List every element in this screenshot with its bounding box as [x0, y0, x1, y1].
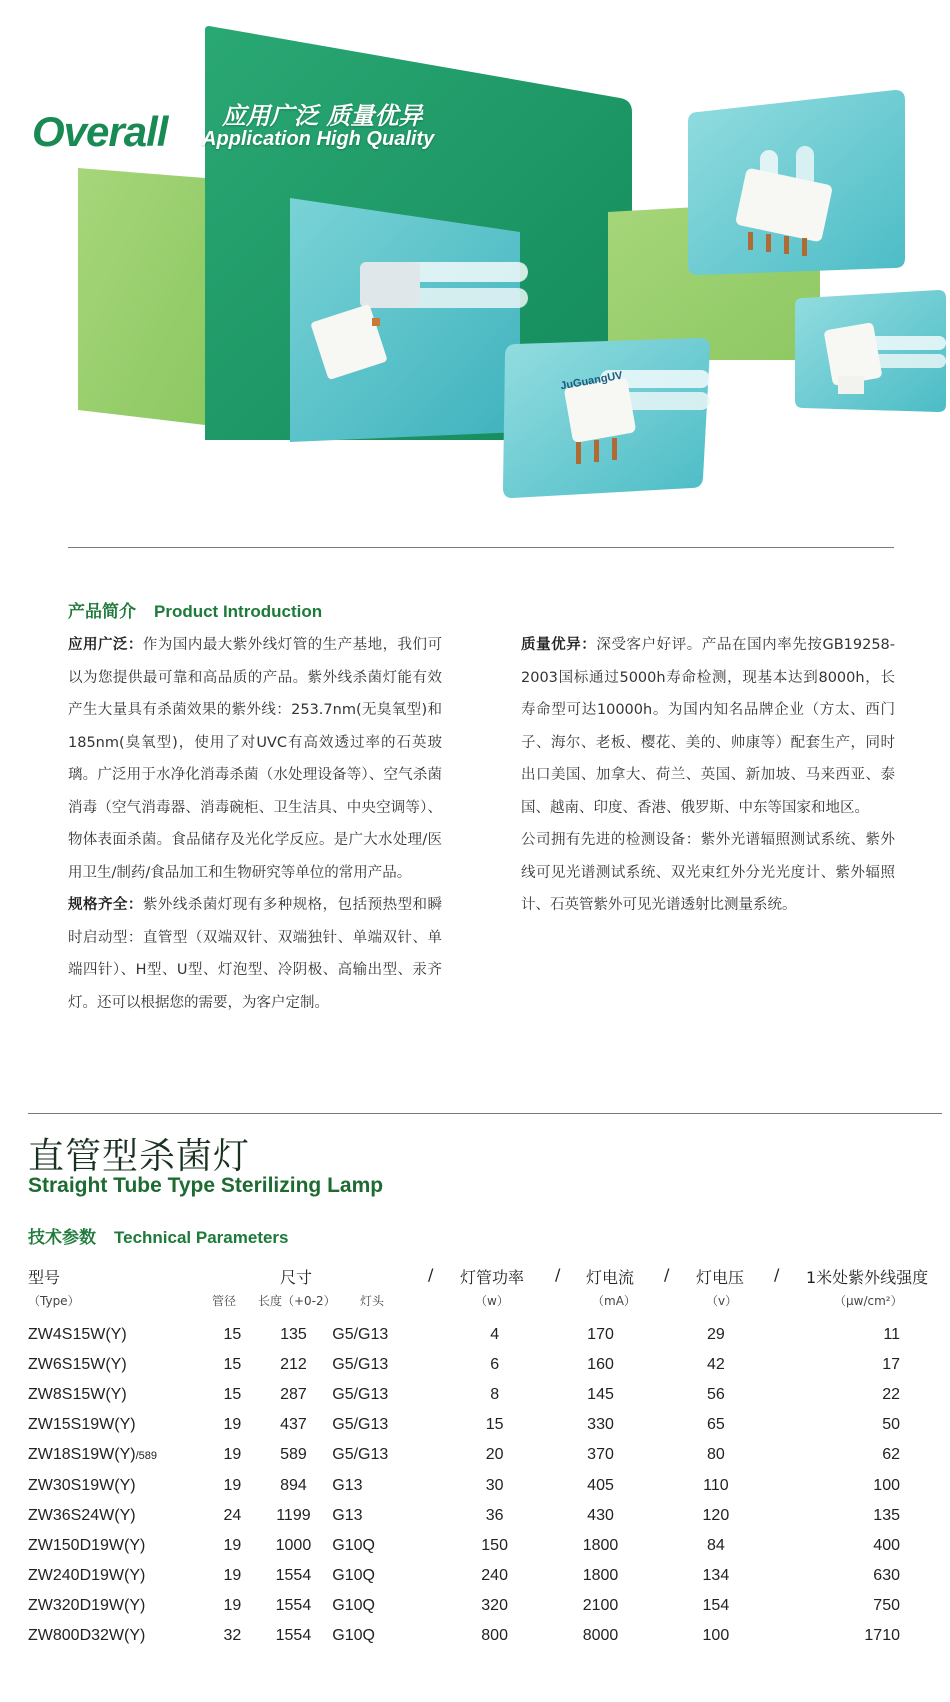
cell-model — [28, 1561, 210, 1591]
cell-power: 6 — [490, 1356, 500, 1374]
lamp-brand-label: JuGuangUV — [559, 369, 624, 393]
cell-power: 320 — [481, 1596, 508, 1614]
cell-uv: 750 — [873, 1596, 900, 1614]
cell-voltage: 42 — [706, 1356, 725, 1374]
table-row — [28, 1410, 928, 1440]
header-sep-1: / — [428, 1265, 434, 1284]
lime-panel-left — [78, 168, 205, 425]
p2-label: 规格齐全： — [68, 897, 143, 913]
cell-current: 430 — [587, 1506, 614, 1524]
cell-base: G10Q — [332, 1536, 375, 1554]
cell-uv: 17 — [882, 1356, 900, 1374]
cell-base: G10Q — [332, 1596, 375, 1614]
table-row — [28, 1531, 928, 1561]
model-text: ZW800D32W(Y) — [28, 1626, 146, 1644]
intro-column-left — [68, 629, 442, 1019]
p2-text: 紫外线杀菌灯现有多种规格，包括预热型和瞬时启动型：直管型（双端双针、双端独针、单端双针、单端四针）、H型、U型、灯泡型、冷阴极、高输出型、汞齐灯。还可以根据您的需要，为客户定制。 — [68, 897, 443, 1011]
cell-length: 1554 — [275, 1566, 312, 1584]
cell-model — [28, 1621, 210, 1651]
cell-voltage: 80 — [706, 1446, 725, 1464]
cell-model — [28, 1350, 210, 1380]
cell-power: 20 — [485, 1446, 504, 1464]
header-uv: 1米处紫外线强度 — [806, 1268, 929, 1287]
cell-model — [28, 1320, 210, 1350]
cell-base: G5/G13 — [332, 1326, 389, 1344]
cell-base: G10Q — [332, 1626, 375, 1644]
cell-base: G10Q — [332, 1566, 375, 1584]
p3-text: 深受客户好评。产品在国内率先按GB19258-2003国标通过5000h寿命检测，现基本达到8000h，长寿命型可达10000h。为国内知名品牌企业（方太、西门子、海尔、老板、樱花、美的、帅康等）配套生产，同时出口美国、加拿大、荷兰、英国、新加坡、马来西亚、泰国、越南、印度、香港、俄罗斯、中东等国家和地区。 — [521, 637, 896, 816]
cell-tube: 19 — [223, 1416, 242, 1434]
cell-base: G5/G13 — [332, 1446, 389, 1464]
header-voltage: 灯电压 — [696, 1268, 745, 1287]
model-text: ZW30S19W(Y) — [28, 1476, 136, 1494]
header-uv-unit: （μw/cm²） — [834, 1294, 903, 1308]
cell-model — [28, 1380, 210, 1410]
model-text: ZW150D19W(Y) — [28, 1536, 146, 1554]
cell-current: 170 — [587, 1326, 614, 1344]
model-text: ZW6S15W(Y) — [28, 1356, 127, 1374]
hero-background-panels — [0, 0, 950, 520]
cell-model — [28, 1410, 210, 1440]
cell-voltage: 84 — [706, 1536, 725, 1554]
p4-text: 公司拥有先进的检测设备：紫外光谱辐照测试系统、紫外线可见光谱测试系统、双光束红外分光光度计、紫外辐照计、石英管紫外可见光谱透射比测量系统。 — [521, 832, 895, 913]
cell-power: 800 — [481, 1626, 508, 1644]
cell-tube: 15 — [223, 1356, 242, 1374]
header-current: 灯电流 — [586, 1268, 635, 1287]
cell-length: 212 — [280, 1356, 307, 1374]
cell-length: 437 — [280, 1416, 307, 1434]
cell-power: 150 — [481, 1536, 508, 1554]
model-text: ZW4S15W(Y) — [28, 1326, 127, 1344]
model-text: ZW36S24W(Y) — [28, 1506, 136, 1524]
section-title-cn: 直管型杀菌灯 — [28, 1136, 251, 1177]
cell-uv: 62 — [882, 1446, 900, 1464]
cell-voltage: 29 — [706, 1326, 725, 1344]
cell-tube: 24 — [223, 1506, 242, 1524]
cell-base: G5/G13 — [332, 1386, 389, 1404]
params-heading — [28, 1223, 289, 1248]
model-text: ZW18S19W(Y) — [28, 1446, 136, 1464]
model-text: ZW15S19W(Y) — [28, 1416, 136, 1434]
header-type-en: （Type） — [28, 1294, 80, 1308]
p3-label: 质量优异： — [521, 637, 597, 653]
table-row — [28, 1380, 928, 1410]
cell-length: 589 — [280, 1446, 307, 1464]
cell-length: 1554 — [275, 1626, 312, 1644]
cell-length: 1199 — [276, 1506, 311, 1524]
cell-current: 370 — [587, 1446, 614, 1464]
cell-base: G13 — [332, 1506, 363, 1524]
model-suffix: /589 — [135, 1450, 157, 1463]
cell-voltage: 120 — [702, 1506, 730, 1524]
cell-model — [28, 1470, 210, 1500]
cell-uv: 400 — [873, 1536, 900, 1554]
slogan-en: Application High Quality — [202, 128, 435, 150]
cell-power: 8 — [490, 1386, 500, 1404]
params-heading-cn: 技术参数 — [28, 1228, 96, 1248]
header-voltage-unit: （v） — [706, 1294, 738, 1308]
cell-current: 160 — [587, 1356, 614, 1374]
section-title-en: Straight Tube Type Sterilizing Lamp — [28, 1174, 384, 1197]
cell-uv: 11 — [883, 1326, 900, 1344]
cell-current: 330 — [587, 1416, 614, 1434]
divider-top — [68, 547, 894, 548]
slogan-cn: 应用广泛 质量优异 — [222, 102, 423, 130]
table-row — [28, 1621, 928, 1651]
cell-uv: 630 — [873, 1566, 900, 1584]
model-text: ZW240D19W(Y) — [28, 1566, 146, 1584]
table-row — [28, 1320, 928, 1350]
cell-model — [28, 1440, 210, 1470]
cell-power: 36 — [485, 1506, 504, 1524]
cell-tube: 19 — [223, 1446, 242, 1464]
spec-table — [28, 1320, 928, 1651]
cell-tube: 32 — [223, 1626, 242, 1644]
cell-uv: 135 — [873, 1506, 900, 1524]
cell-voltage: 56 — [706, 1386, 725, 1404]
intro-heading-en: Product Introduction — [154, 602, 323, 621]
cell-length: 1000 — [275, 1536, 312, 1554]
intro-heading-cn: 产品简介 — [68, 602, 136, 622]
cell-current: 1800 — [582, 1536, 619, 1554]
cell-voltage: 65 — [706, 1416, 725, 1434]
model-text: ZW320D19W(Y) — [28, 1596, 146, 1614]
header-tube: 管径 — [212, 1294, 237, 1308]
cell-tube: 15 — [223, 1386, 242, 1404]
cell-tube: 19 — [223, 1476, 242, 1494]
header-length: 长度（+0-2） — [258, 1294, 336, 1308]
cell-tube: 19 — [223, 1536, 242, 1554]
params-heading-en: Technical Parameters — [114, 1228, 289, 1247]
header-sep-4: / — [774, 1265, 780, 1284]
cell-length: 287 — [280, 1386, 307, 1404]
intro-heading — [68, 597, 322, 622]
p1-label: 应用广泛： — [68, 637, 143, 653]
cell-length: 135 — [280, 1326, 307, 1344]
cell-tube: 15 — [223, 1326, 242, 1344]
intro-column-right — [521, 629, 895, 1004]
header-sep-3: / — [664, 1265, 670, 1284]
header-sep-2: / — [555, 1265, 561, 1284]
header-type: 型号 — [28, 1268, 61, 1287]
header-size: 尺寸 — [280, 1268, 313, 1287]
cell-voltage: 100 — [702, 1626, 730, 1644]
header-power-unit: （w） — [475, 1294, 509, 1308]
cell-current: 2100 — [582, 1596, 619, 1614]
cell-length: 1554 — [275, 1596, 312, 1614]
cell-current: 145 — [587, 1386, 614, 1404]
cell-model — [28, 1531, 210, 1561]
cell-base: G5/G13 — [332, 1416, 389, 1434]
cell-model — [28, 1591, 210, 1621]
cell-length: 894 — [280, 1476, 307, 1494]
cell-voltage: 154 — [702, 1596, 730, 1614]
table-row — [28, 1350, 928, 1380]
cell-power: 4 — [490, 1326, 500, 1344]
brand-overall: Overall — [32, 108, 168, 155]
header-current-unit: （mA） — [592, 1294, 636, 1308]
header-base: 灯头 — [360, 1294, 385, 1308]
table-row — [28, 1501, 928, 1531]
cell-power: 30 — [485, 1476, 504, 1494]
model-text: ZW8S15W(Y) — [28, 1386, 127, 1404]
cell-base: G13 — [332, 1476, 363, 1494]
table-row — [28, 1470, 928, 1500]
cell-voltage: 134 — [702, 1566, 730, 1584]
cell-current: 8000 — [582, 1626, 619, 1644]
table-row — [28, 1561, 928, 1591]
cell-uv: 50 — [882, 1416, 900, 1434]
cell-current: 405 — [587, 1476, 614, 1494]
cell-voltage: 110 — [703, 1476, 729, 1494]
cell-tube: 19 — [223, 1566, 242, 1584]
cell-current: 1800 — [582, 1566, 619, 1584]
table-row — [28, 1591, 928, 1621]
cell-model — [28, 1501, 210, 1531]
cell-uv: 22 — [882, 1386, 900, 1404]
cell-base: G5/G13 — [332, 1356, 389, 1374]
p1-text: 作为国内最大紫外线灯管的生产基地，我们可以为您提供最可靠和高品质的产品。紫外线杀菌灯能有效产生大量具有杀菌效果的紫外线：253.7nm(无臭氧型)和185nm(臭氧型)，使用了对UVC有高效透过率的石英玻璃。广泛用于水净化消毒杀菌（水处理设备等）、空气杀菌消毒（空气消毒器、消毒碗柜、卫生洁具、中央空调等）、物体表面杀菌。食品储存及光化学反应。是广大水处理/医用卫生/制药/食品加工和生物研究等单位的常用产品。 — [68, 637, 443, 881]
divider-middle — [28, 1113, 942, 1114]
cell-uv: 1710 — [864, 1626, 900, 1644]
header-power: 灯管功率 — [460, 1268, 525, 1287]
cell-power: 15 — [485, 1416, 504, 1434]
table-row — [28, 1440, 928, 1470]
cell-tube: 19 — [223, 1596, 242, 1614]
cell-uv: 100 — [873, 1476, 900, 1494]
cell-power: 240 — [481, 1566, 508, 1584]
